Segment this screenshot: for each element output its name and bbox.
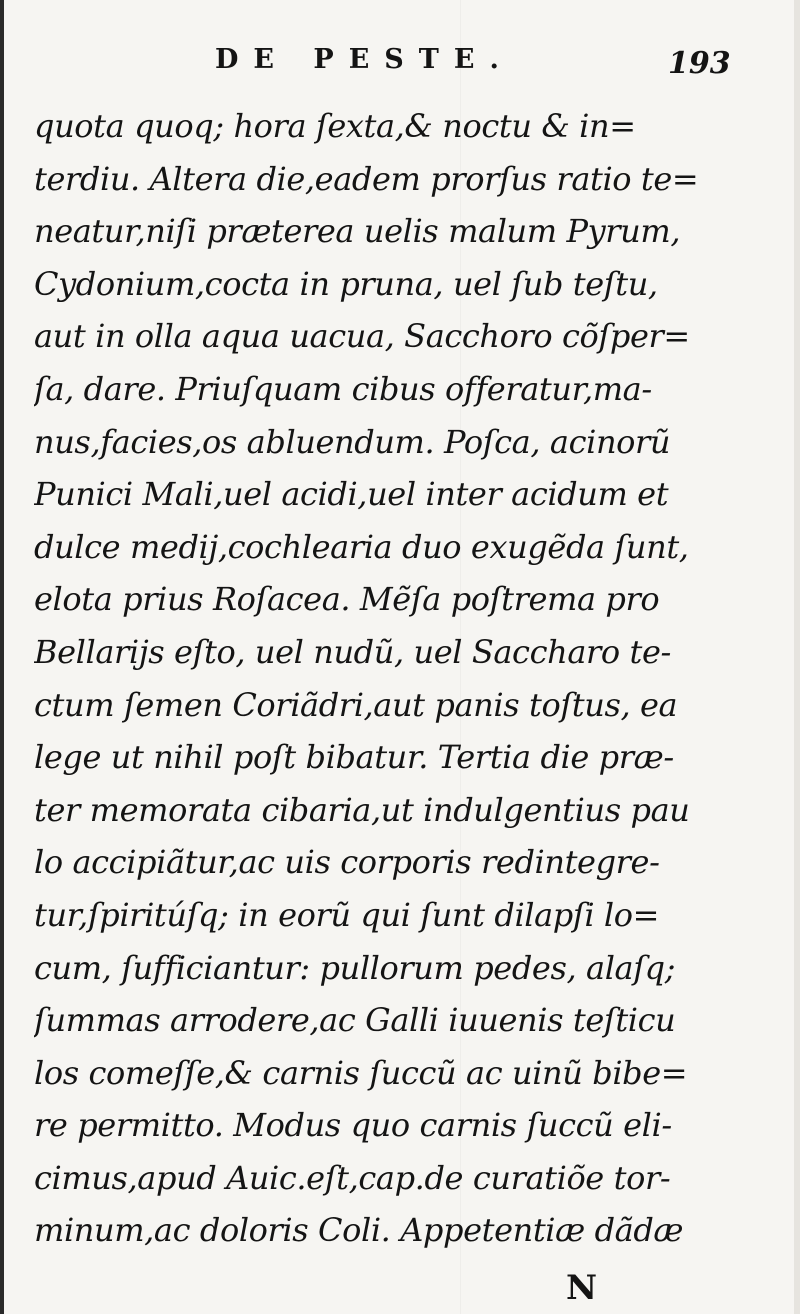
page-number: 193 xyxy=(668,46,731,81)
text-line: nus,facies,os abluendum. Poſca, acinorũ xyxy=(34,422,671,461)
text-line: terdiu. Altera die,eadem prorſus ratio te= xyxy=(34,159,699,198)
signature-mark: N xyxy=(566,1268,598,1308)
text-line: ctum ſemen Coriãdri,aut panis toſtus, ea xyxy=(34,685,678,724)
text-line: minum,ac doloris Coli. Appetentiæ dãdæ xyxy=(34,1211,684,1250)
text-block xyxy=(34,100,734,1257)
text-line: lo accipiãtur,ac uis corporis redintegre- xyxy=(34,843,660,882)
text-line: re permitto. Modus quo carnis ſuccũ eli- xyxy=(34,1106,672,1145)
text-line: ter memorata cibaria,ut indulgentius pau xyxy=(34,790,690,829)
text-line: cum, ſufficiantur: pullorum pedes, alaſq; xyxy=(34,948,676,987)
text-line: quota quoq; hora ſexta,& noctu & in= xyxy=(34,107,636,145)
text-line: ſa, dare. Priuſquam cibus offeratur,ma- xyxy=(34,369,652,408)
text-line: ſummas arrodere,ac Galli iuuenis teſticu xyxy=(34,1001,676,1040)
text-line: cimus,apud Auic.eſt,cap.de curatiõe tor- xyxy=(34,1158,671,1197)
text-line: Punici Mali,uel acidi,uel inter acidum et xyxy=(34,475,669,514)
text-line: aut in olla aqua uacua, Sacchoro cõſper= xyxy=(34,317,690,356)
text-line: tur,ſpiritúſq; in eorũ qui ſunt dilapſi lo= xyxy=(34,895,660,934)
text-line: Bellarijs eſto, uel nudũ, uel Saccharo te- xyxy=(34,632,671,671)
page-header xyxy=(0,40,800,90)
text-line: los comeſſe,& carnis ſuccũ ac uinũ bibe= xyxy=(34,1053,688,1092)
page-gutter-edge xyxy=(0,0,4,1314)
text-line: elota prius Roſacea. Mẽſa poſtrema pro xyxy=(34,580,660,619)
text-line: neatur,niſi præterea uelis malum Pyrum, xyxy=(34,212,681,251)
text-line: Cydonium,cocta in pruna, uel ſub teſtu, xyxy=(34,264,658,303)
text-line: lege ut nihil poſt bibatur. Tertia die præ- xyxy=(34,738,674,777)
running-head: DE PESTE. xyxy=(215,44,514,75)
text-line: dulce medij,cochlearia duo exugẽda ſunt, xyxy=(34,527,689,566)
